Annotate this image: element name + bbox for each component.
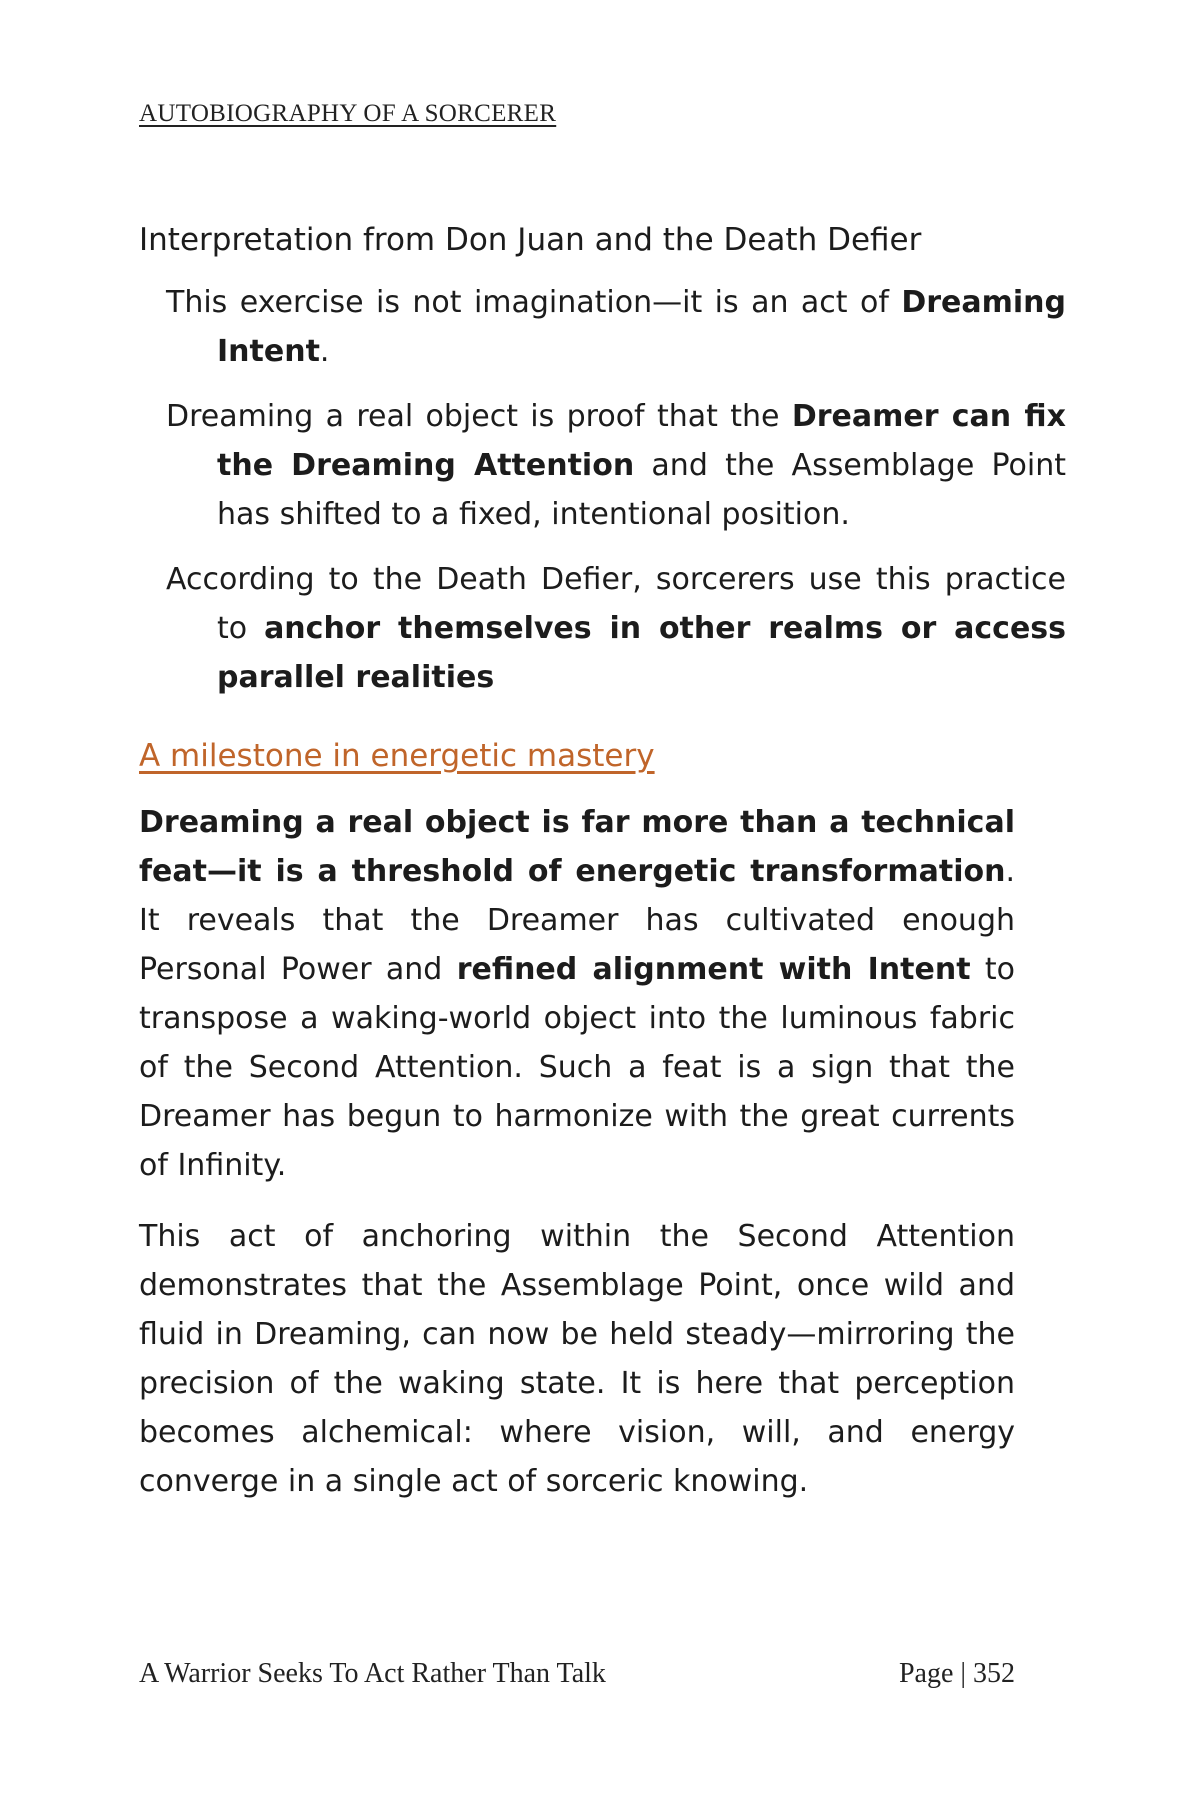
bullet-text: and the Assemblage Point has shifted to a fixed, intentional position. [217,448,1066,532]
subheading: A milestone in energetic mastery [139,738,655,774]
footer-title: A Warrior Seeks To Act Rather Than Talk [139,1658,606,1689]
page-footer [139,1658,1015,1690]
paragraph-emphasis: refined alignment with Intent [456,952,971,987]
page-body [139,216,1067,1528]
page-number: Page | 352 [898,1658,1015,1689]
paragraph: This act of anchoring within the Second Attention demonstrates that the Assemblage Point, once wild and fluid in Dreaming, can now be held steady—mirroring the precision of the waking state. It is here that perception becomes alchemical: where vision, will, and energy converge in a single act of sorceric knowing. [139,1219,1015,1499]
bullet-item [166,392,1066,539]
bullet-emphasis: anchor themselves in other realms or access parallel realities [217,611,1067,695]
bullet-text: This exercise is not imagination—it is an act of [166,285,902,320]
section-title: Interpretation from Don Juan and the Death Defier [139,222,922,258]
bullet-text: According to the Death Defier, sorcerers use this practice to [166,562,1066,646]
bullet-item [166,555,1066,702]
bullet-emphasis: Dreaming Intent [217,285,1066,369]
bullet-item [166,278,1066,376]
bullet-text: . [319,334,330,369]
bullet-text: Dreaming a real object is proof that the [166,399,792,434]
paragraph-emphasis: Dreaming a real object is far more than a technical feat—it is a threshold of energetic transformation [139,805,1015,889]
running-header: AUTOBIOGRAPHY OF A SORCERER [139,100,557,127]
paragraph-text: . It reveals that the Dreamer has cultivated enough Personal Power and [139,854,1015,987]
paragraph [139,798,1015,1190]
bullet-emphasis: Dreamer can fix the Dreaming Attention [217,399,1066,483]
paragraph-text: to transpose a waking-world object into the luminous fabric of the Second Attention. Such a feat is a sign that the Dreamer has begun to harmonize with the great currents of Infinity. [139,952,1015,1183]
